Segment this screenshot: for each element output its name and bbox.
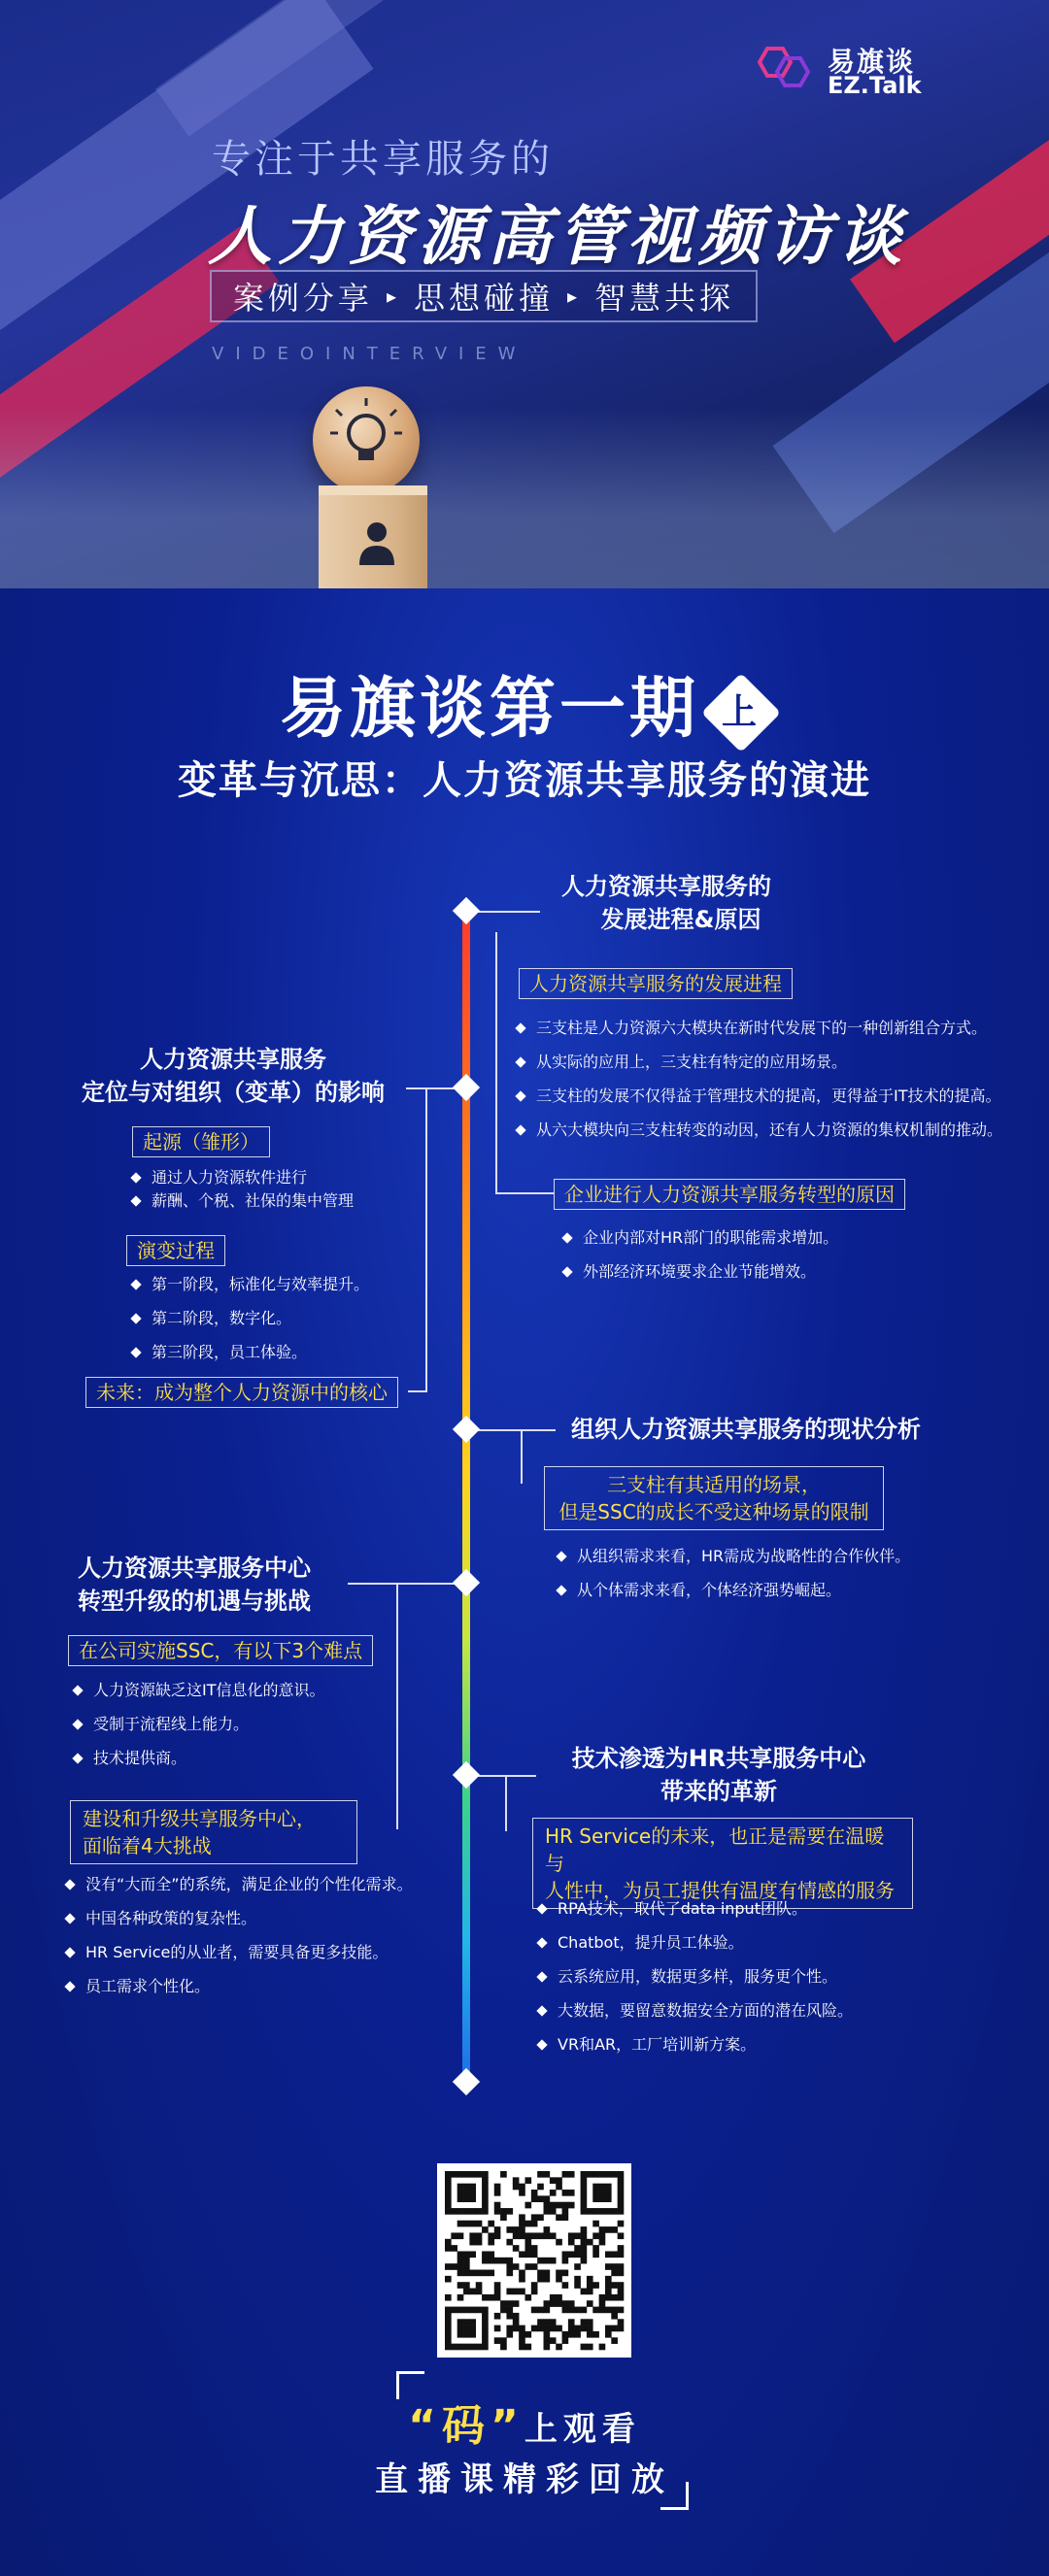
connector-line	[478, 1775, 536, 1777]
bullet-item: 云系统应用，数据更多样，服务更个性。	[558, 1967, 838, 1986]
hero-title: 人力资源高管视频访谈	[208, 199, 907, 274]
issue-subtitle: 变革与沉思：人力资源共享服务的演进	[178, 758, 871, 803]
tag-line: 但是SSC的成长不受这种场景的限制	[558, 1500, 869, 1523]
bullet-item: 企业内部对HR部门的职能需求增加。	[583, 1228, 839, 1247]
hero-banner	[0, 0, 1049, 588]
quote-open: “	[408, 2401, 442, 2451]
connector-line	[495, 932, 497, 1192]
section-heading-r3	[554, 1742, 884, 1808]
connector-line	[348, 1583, 455, 1585]
tag-line: 人性中，为员工提供有温度有情感的服务	[545, 1879, 895, 1902]
topic-tag: 演变过程	[126, 1235, 225, 1266]
heading-line: 带来的革新	[660, 1778, 777, 1805]
heading-line: 转型升级的机遇与挑战	[78, 1588, 311, 1615]
bullet-item: 第一阶段，标准化与效率提升。	[152, 1275, 370, 1293]
section-heading-l2	[39, 1552, 350, 1618]
heading-line: 人力资源共享服务的	[561, 873, 771, 900]
arrow-right-icon: ▸	[386, 284, 400, 308]
connector-line	[495, 1192, 554, 1194]
bullet-item: Chatbot，提升员工体验。	[558, 1933, 744, 1952]
bullet-item: RPA技术，取代了data input团队。	[558, 1899, 807, 1918]
heading-line: 发展进程&原因	[600, 906, 761, 933]
section-heading-r2: 组织人力资源共享服务的现状分析	[571, 1416, 921, 1443]
lightbulb-icon	[313, 386, 420, 493]
bullet-item: 从实际的应用上，三支柱有特定的应用场景。	[536, 1053, 848, 1071]
tag-line: 三支柱有其适用的场景，	[607, 1473, 821, 1496]
connector-line	[521, 1431, 523, 1484]
tag-line: HR Service的未来，也正是需要在温暖与	[545, 1824, 885, 1875]
bullet-item: 人力资源缺乏这IT信息化的意识。	[93, 1681, 325, 1699]
issue-title-text: 易旗谈第一期	[279, 671, 699, 748]
timeline-node	[453, 1416, 480, 1443]
wood-block-top	[319, 485, 427, 495]
bullet-item: 技术提供商。	[93, 1749, 187, 1767]
bullet-item: 大数据，要留意数据安全方面的潜在风险。	[558, 2001, 854, 2020]
bullet-item: VR和AR，工厂培训新方案。	[558, 2035, 757, 2054]
section-heading-r1	[550, 870, 783, 936]
hero-subtitle: 专注于共享服务的	[212, 137, 554, 182]
arrow-right-icon: ▸	[567, 284, 582, 308]
bullet-item: 通过人力资源软件进行	[152, 1168, 308, 1187]
tag-line: 建设和升级共享服务中心，	[83, 1807, 316, 1830]
bullet-item: 从个体需求来看，个体经济强势崛起。	[577, 1581, 842, 1599]
hero-tag: 案例分享	[232, 280, 373, 317]
logo-text-en: EZ.Talk	[828, 72, 922, 99]
lightbulb-ball	[313, 386, 420, 493]
section-heading-l1	[58, 1043, 408, 1109]
footer-line-1	[0, 2391, 1049, 2453]
bullet-item: HR Service的从业者，需要具备更多技能。	[85, 1943, 389, 1961]
bullet-item-cont: 薪酬、个税、社保的集中管理	[152, 1191, 355, 1210]
topic-tag	[532, 1818, 913, 1909]
bullet-item: 外部经济环境要求企业节能增效。	[583, 1262, 817, 1281]
part-badge	[701, 673, 781, 753]
bullet-item: 从组织需求来看，HR需成为战略性的合作伙伴。	[577, 1547, 911, 1565]
topic-tag: 未来：成为整个人力资源中的核心	[85, 1377, 398, 1408]
wood-block	[319, 491, 427, 588]
tag-line: 面临着4大挑战	[83, 1834, 212, 1857]
logo-text-cn: 易旗谈	[828, 46, 916, 78]
connector-line	[505, 1777, 507, 1831]
footer-line-2: 直播课精彩回放	[375, 2460, 674, 2499]
bullet-item: 中国各种政策的复杂性。	[85, 1909, 257, 1927]
topic-tag	[544, 1466, 884, 1530]
qr-code[interactable]	[437, 2163, 631, 2358]
hero-shade	[0, 408, 1049, 588]
qr-code-icon	[437, 2163, 631, 2358]
hero-tag: 智慧共探	[594, 280, 735, 317]
topic-tag	[70, 1800, 357, 1864]
hero-tags	[210, 270, 758, 322]
heading-line: 定位与对组织（变革）的影响	[82, 1079, 385, 1106]
heading-line: 人力资源共享服务	[140, 1046, 326, 1073]
footer-quote-word: 码	[442, 2401, 491, 2451]
bullet-item: 第三阶段，员工体验。	[152, 1343, 308, 1361]
bullet-item: 从六大模块向三支柱转变的动因，还有人力资源的集权机制的推动。	[536, 1121, 1003, 1139]
connector-line	[478, 911, 540, 913]
timeline-node	[453, 1569, 480, 1596]
issue-title	[0, 656, 1049, 751]
bullet-item: 三支柱是人力资源六大模块在新时代发展下的一种创新组合方式。	[536, 1019, 988, 1037]
timeline-node	[453, 1761, 480, 1789]
quote-close: ”	[491, 2401, 524, 2451]
timeline-node	[453, 1074, 480, 1101]
footer-line-1-rest: 上观看	[524, 2410, 641, 2449]
hero-en-text: VIDEOINTERVIEW	[212, 344, 527, 364]
bullet-item: 受制于流程线上能力。	[93, 1715, 250, 1733]
hero-tag: 思想碰撞	[413, 280, 554, 317]
brand-logo	[750, 39, 934, 97]
timeline-node	[453, 2068, 480, 2095]
connector-line	[406, 1087, 455, 1089]
person-icon	[319, 491, 427, 588]
timeline-node	[453, 897, 480, 924]
part-badge-text: 上	[721, 691, 761, 732]
heading-line: 技术渗透为HR共享服务中心	[571, 1745, 866, 1772]
bullet-item: 员工需求个性化。	[85, 1977, 211, 1995]
connector-line	[396, 1585, 398, 1829]
topic-tag: 在公司实施SSC，有以下3个难点	[68, 1635, 373, 1666]
bullet-item: 第二阶段，数字化。	[152, 1309, 292, 1327]
topic-tag: 起源（雏形）	[132, 1126, 270, 1157]
connector-line	[425, 1089, 427, 1390]
logo-mark-icon	[750, 45, 818, 93]
bullet-item: 没有“大而全”的系统，满足企业的个性化需求。	[85, 1875, 413, 1893]
connector-line	[478, 1429, 556, 1431]
topic-tag: 人力资源共享服务的发展进程	[519, 968, 793, 999]
bullet-item: 三支柱的发展不仅得益于管理技术的提高，更得益于IT技术的提高。	[536, 1087, 1001, 1105]
connector-line	[408, 1390, 427, 1392]
heading-line: 人力资源共享服务中心	[78, 1555, 311, 1582]
topic-tag: 企业进行人力资源共享服务转型的原因	[554, 1179, 905, 1210]
